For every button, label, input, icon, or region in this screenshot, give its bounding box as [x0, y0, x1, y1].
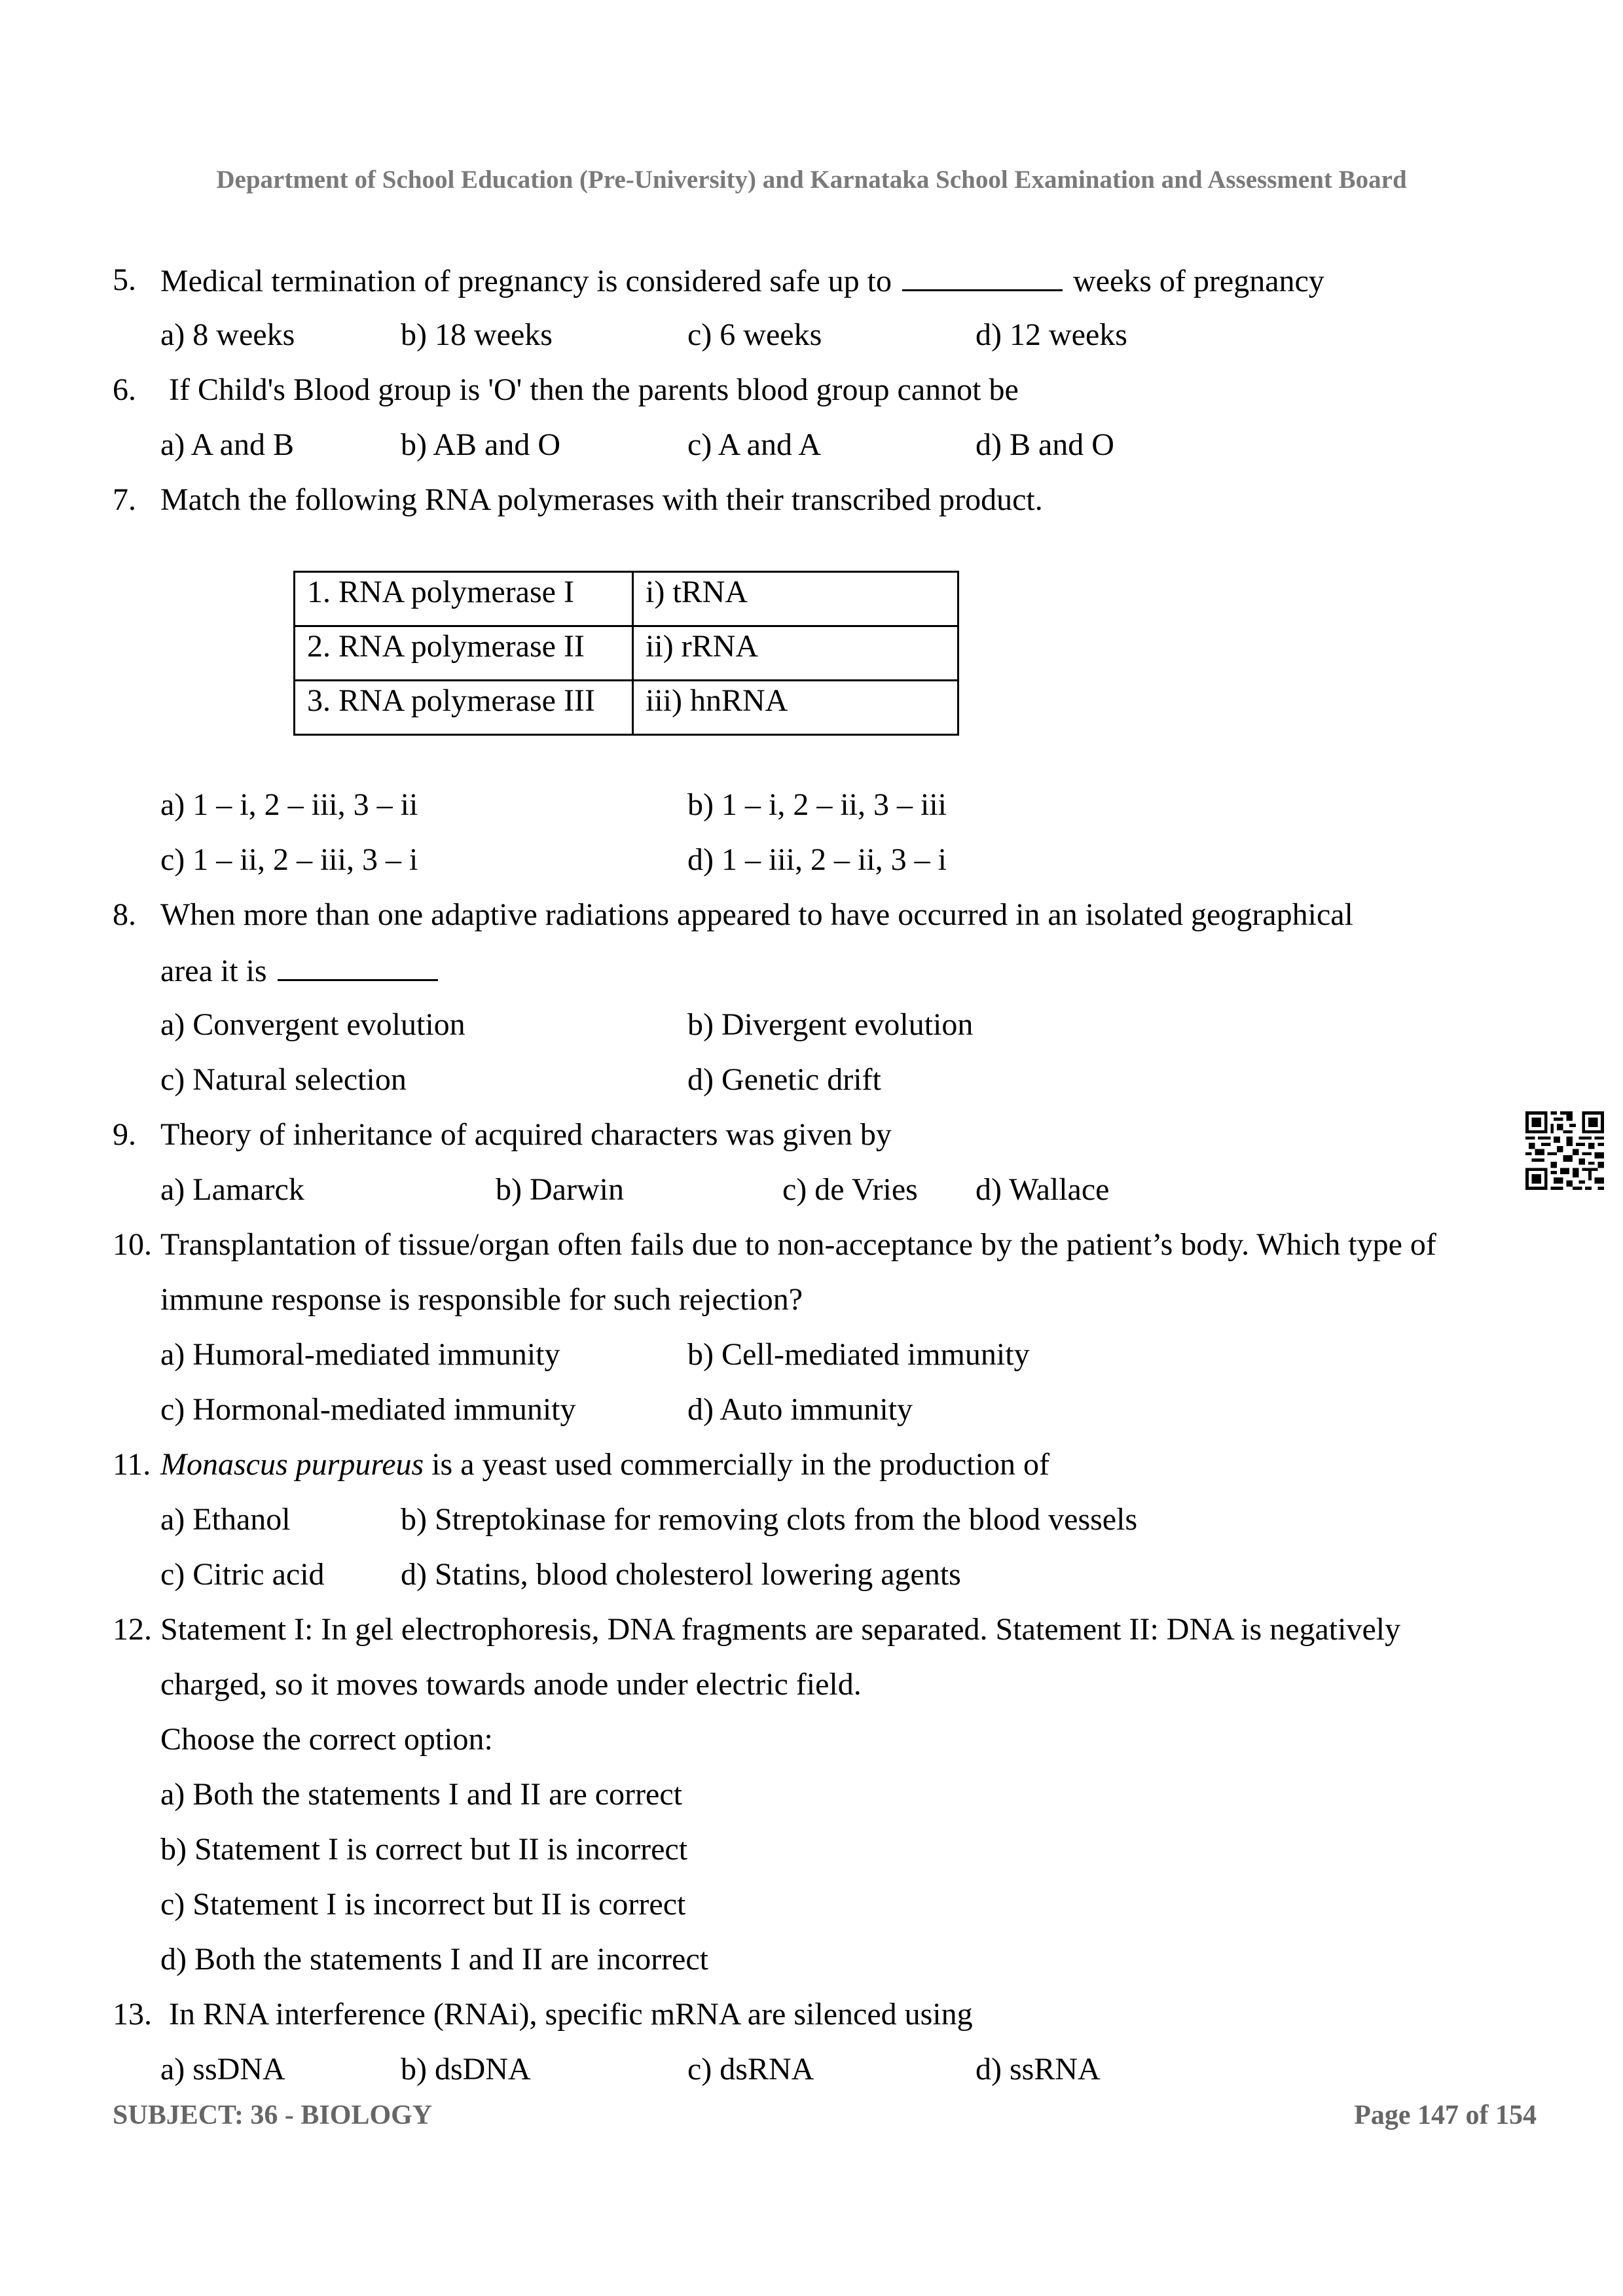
- option-a[interactable]: a) Ethanol: [160, 1502, 291, 1537]
- table-cell: 1. RNA polymerase I: [295, 572, 633, 626]
- option-d[interactable]: d) Wallace: [976, 1172, 1110, 1207]
- question-number: 13.: [113, 1997, 152, 2032]
- option-d[interactable]: d) Both the statements I and II are incorrect: [160, 1942, 708, 1977]
- question-number: 7.: [113, 482, 136, 517]
- option-d[interactable]: d) Genetic drift: [687, 1062, 881, 1097]
- question-text: In RNA interference (RNAi), specific mRNA are silenced using: [169, 1997, 973, 2032]
- question-number: 6.: [113, 372, 136, 407]
- question-text: Medical termination of pregnancy is considered safe up to weeks of pregnancy: [160, 260, 1324, 301]
- option-d[interactable]: d) ssRNA: [976, 2052, 1101, 2087]
- question-text: Transplantation of tissue/organ often fails due to non-acceptance by the patient’s body. Which type of: [160, 1227, 1436, 1262]
- question-text: If Child's Blood group is 'O' then the parents blood group cannot be: [169, 372, 1019, 407]
- option-c[interactable]: c) dsRNA: [687, 2052, 814, 2087]
- option-c[interactable]: c) 1 – ii, 2 – iii, 3 – i: [160, 842, 418, 877]
- question-number: 9.: [113, 1117, 136, 1152]
- question-number: 5.: [113, 262, 136, 297]
- option-a[interactable]: a) A and B: [160, 427, 294, 462]
- answer-blank: [278, 950, 438, 981]
- question-text: When more than one adaptive radiations appeared to have occurred in an isolated geographical: [160, 897, 1353, 932]
- question-text: Match the following RNA polymerases with their transcribed product.: [160, 482, 1043, 517]
- option-c[interactable]: c) Citric acid: [160, 1557, 325, 1592]
- question-text: Monascus purpureus is a yeast used commercially in the production of: [160, 1447, 1049, 1482]
- option-b[interactable]: b) Divergent evolution: [687, 1007, 974, 1042]
- table-cell: iii) hnRNA: [633, 681, 958, 735]
- question-text-continued: charged, so it moves towards anode under electric field.: [160, 1667, 862, 1702]
- question-number: 10.: [113, 1227, 152, 1262]
- option-a[interactable]: a) Convergent evolution: [160, 1007, 465, 1042]
- option-b[interactable]: b) 18 weeks: [401, 317, 553, 352]
- question-text: Statement I: In gel electrophoresis, DNA fragments are separated. Statement II: DNA is negatively: [160, 1612, 1401, 1647]
- table-cell: 2. RNA polymerase II: [295, 626, 633, 681]
- option-b[interactable]: b) Streptokinase for removing clots from the blood vessels: [401, 1502, 1138, 1537]
- option-a[interactable]: a) ssDNA: [160, 2052, 285, 2087]
- table-cell: i) tRNA: [633, 572, 958, 626]
- option-b[interactable]: b) dsDNA: [401, 2052, 531, 2087]
- option-a[interactable]: a) Humoral-mediated immunity: [160, 1337, 560, 1372]
- option-b[interactable]: b) Darwin: [496, 1172, 624, 1207]
- footer-page-number: Page 147 of 154: [1354, 2100, 1537, 2130]
- table-row: [295, 572, 958, 626]
- table-cell: ii) rRNA: [633, 626, 958, 681]
- page-header: Department of School Education (Pre-University) and Karnataka School Examination and Assessment Board: [216, 166, 1407, 194]
- option-d[interactable]: d) Auto immunity: [687, 1392, 913, 1427]
- qr-code-icon: [1525, 1111, 1604, 1190]
- option-a[interactable]: a) 1 – i, 2 – iii, 3 – ii: [160, 787, 418, 822]
- option-c[interactable]: c) Natural selection: [160, 1062, 407, 1097]
- question-text-continued: immune response is responsible for such rejection?: [160, 1282, 803, 1317]
- option-c[interactable]: c) 6 weeks: [687, 317, 822, 352]
- option-b[interactable]: b) 1 – i, 2 – ii, 3 – iii: [687, 787, 947, 822]
- option-a[interactable]: a) Both the statements I and II are correct: [160, 1777, 682, 1812]
- option-c[interactable]: c) Hormonal-mediated immunity: [160, 1392, 576, 1427]
- table-row: [295, 681, 958, 735]
- option-b[interactable]: b) Cell-mediated immunity: [687, 1337, 1030, 1372]
- answer-blank: [902, 260, 1063, 291]
- option-d[interactable]: d) 1 – iii, 2 – ii, 3 – i: [687, 842, 947, 877]
- question-number: 8.: [113, 897, 136, 932]
- option-d[interactable]: d) Statins, blood cholesterol lowering agents: [401, 1557, 961, 1592]
- species-name: Monascus purpureus: [160, 1447, 424, 1482]
- option-b[interactable]: b) AB and O: [401, 427, 560, 462]
- question-text: Theory of inheritance of acquired characters was given by: [160, 1117, 892, 1152]
- option-c[interactable]: c) Statement I is incorrect but II is correct: [160, 1887, 686, 1922]
- option-c[interactable]: c) A and A: [687, 427, 821, 462]
- option-a[interactable]: a) 8 weeks: [160, 317, 295, 352]
- option-d[interactable]: d) B and O: [976, 427, 1114, 462]
- table-row: [295, 626, 958, 681]
- option-c[interactable]: c) de Vries: [782, 1172, 918, 1207]
- question-number: 12.: [113, 1612, 152, 1647]
- option-d[interactable]: d) 12 weeks: [976, 317, 1127, 352]
- question-instruction: Choose the correct option:: [160, 1722, 493, 1757]
- footer-subject: SUBJECT: 36 - BIOLOGY: [113, 2100, 433, 2130]
- question-text-continued: area it is: [160, 950, 441, 991]
- question-number: 11.: [113, 1447, 151, 1482]
- table-cell: 3. RNA polymerase III: [295, 681, 633, 735]
- option-a[interactable]: a) Lamarck: [160, 1172, 304, 1207]
- option-b[interactable]: b) Statement I is correct but II is incorrect: [160, 1832, 688, 1867]
- match-table: [293, 571, 959, 736]
